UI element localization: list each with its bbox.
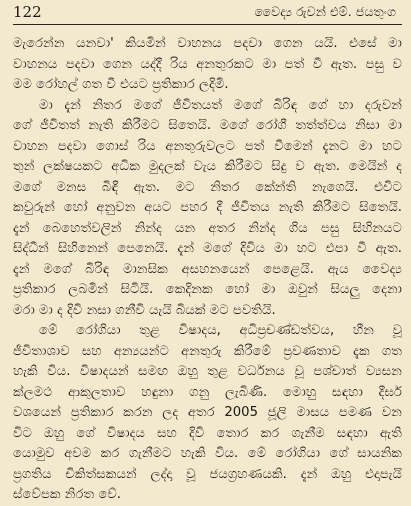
running-head: වෛද්‍ය රුවන් එම්. ජයතුංග: [254, 4, 396, 19]
page-number: 122: [13, 3, 42, 21]
text-line: මම රෝහල් ගත වී එයට ප්‍රතිකාර ලදිමි.: [13, 77, 229, 92]
text-line: දැන් බෙහෙත්වලින් නින්ද යන අතර නින්ද ගිය පසු සිහිනයට: [13, 220, 402, 236]
text-line: විට ඔහු ගේ විෂාදය සහ දිවි තොර කර ගැනීම සඳහා ඇති: [13, 425, 402, 441]
text-line: කවුරුන් හෝ අනුවන අයට පහර දී ජීවිතය නැති කිරීමට සිතෙයි.: [13, 200, 402, 215]
text-line: මේ රෝගියා තුළ විෂාදය, අධිප්‍රචණ්ඩත්වය, හීන වූ: [39, 323, 402, 338]
text-line: හැකි විය. විෂාදයන් සමඟ ඔහු තුළ වර්ධනය වූ පශ්චාත් ව්‍යසන: [13, 364, 402, 379]
text-line: ගේ ජීවිතත් නැති කිරීමට සිතෙයි. මගේ රෝගී තත්ත්වය නිසා මා: [13, 118, 402, 133]
text-line: ජීවිතාශාව සහ අන්‍යයන්ට අනතුරු කිරීමේ ප්‍රවණතාව දැක ගත: [13, 343, 402, 359]
text-line: යොමුව අවම කර ගැනීමට හැකි විය. මේ රෝගියා ගේ සායනික: [13, 446, 402, 461]
text-line: මා දැන් නිතර මගේ ජීවිතයත් මගේ බිරිඳ ගේ හා දරුවන්: [39, 97, 402, 113]
text-line: ස්වේපක නිරත වේ.: [13, 487, 121, 502]
text-line: වාහන පදවා ගොස් රිය අනතුරුවලට පත් වීමෙන් දැනට මා හට: [13, 138, 402, 154]
text-line: ප්‍රතිකාර ලබමින් සිටියි. කෙදිනක හෝ මා ඔවුන් සියලු දෙනා: [13, 282, 402, 297]
text-line: ප්‍රගතිය චිකිත්සකයන් ලද්දා වූ ජයග්‍රහණයකි. දැන් ඔහු එදාපැයි: [13, 466, 402, 482]
text-line: වාහනය පදවා ගෙන යද්දී රිය අනතුරකට මා පත් වී ඇත. පසු ව: [13, 56, 402, 72]
text-line: සිද්ධීන් සිහිනෙන් පෙනෙයි. දැන් මගේ දිවිය මා හට එපා වී ඇත.: [13, 241, 402, 256]
text-line: වශයෙන් ප්‍රතිකාර කරන ලද අතර 2005 ජූලි මාසය පමණ වන: [13, 405, 402, 420]
text-line: මගේ මනස බිඳී ඇත. මට නිතර කේන්ති නැගෙයි. එවිට: [13, 179, 402, 195]
body-text: [13, 34, 402, 506]
page-header: [13, 0, 402, 25]
text-line: මරා මා ද දිවි නසා ගනීවි යැයි බියක් මට පවතියි.: [13, 302, 276, 318]
text-line: මැරෙන්න යනවා' කියමින් වාහනය පදවා ගෙන යයි. එසේ මා: [13, 36, 402, 51]
text-line: ක්ලමථ ආකුලතාව හඳුනා ගනු ලැබිණි. මොහු සඳහා දීර්ඝ: [13, 384, 402, 400]
text-line: දැන් මගේ බිරිඳ මානසික අසහනයෙන් පෙළෙයි. ඇය වෛද්‍ය: [13, 261, 402, 277]
text-line: තුන් ලක්ෂයකට අධික මුදලක් වැය කිරීමට සිදු ව ඇත. මෙයින් ද: [13, 159, 402, 174]
